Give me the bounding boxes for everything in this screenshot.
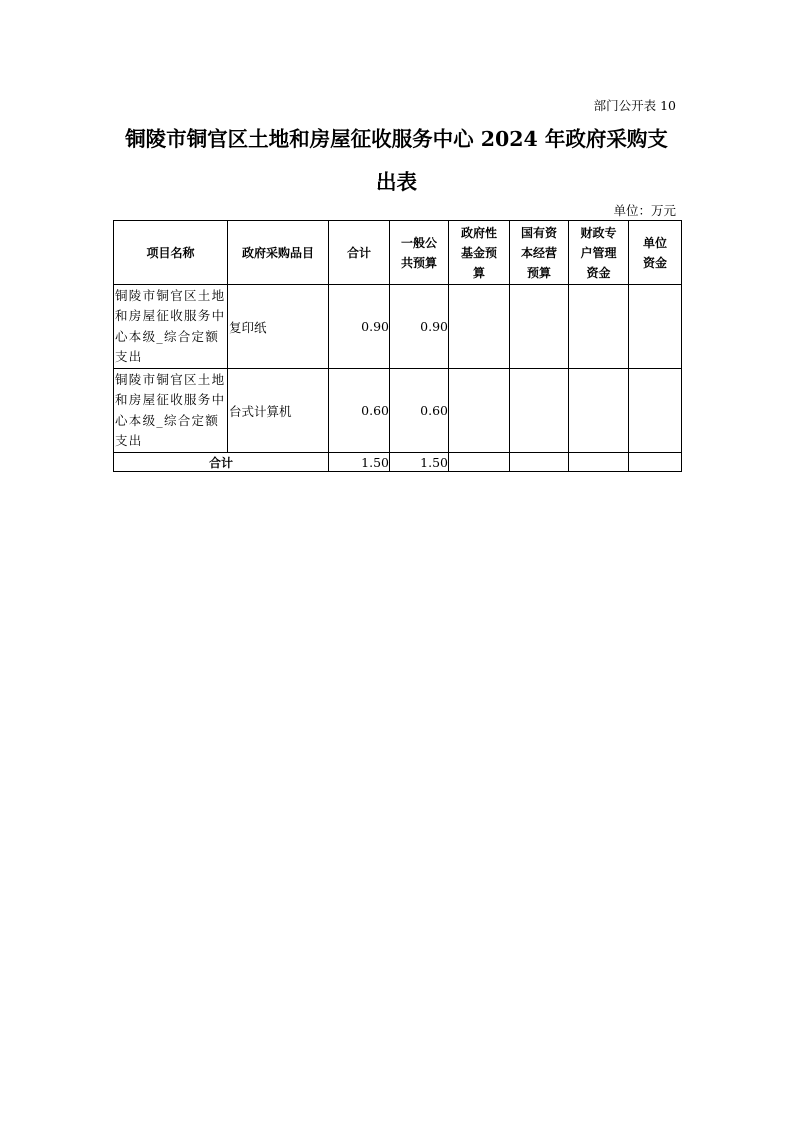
- procurement-table: [113, 220, 682, 472]
- general-budget-cell: 0.90: [390, 285, 449, 369]
- form-number: 部门公开表 10: [593, 98, 676, 113]
- gov-fund-cell: [449, 369, 510, 453]
- totals-general-budget: 1.50: [390, 453, 449, 472]
- header-row: [114, 221, 682, 285]
- header-state-capital: [510, 221, 569, 285]
- totals-total: 1.50: [329, 453, 390, 472]
- gov-fund-cell: [449, 285, 510, 369]
- special-fund-cell: [569, 369, 629, 453]
- header-item: 政府采购品目: [228, 221, 329, 285]
- totals-special-fund: [569, 453, 629, 472]
- header-special-fund-line3: 资金: [586, 265, 611, 280]
- header-special-fund-line2: 户管理: [580, 245, 617, 260]
- header-total: 合计: [329, 221, 390, 285]
- totals-label: 合计: [114, 453, 329, 472]
- header-special-fund-line1: 财政专: [580, 225, 617, 240]
- totals-unit-fund: [629, 453, 682, 472]
- unit-label: 单位：万元: [613, 203, 676, 218]
- project-name-line: 铜陵市铜官区土地: [115, 371, 226, 387]
- page-title-line-2: 出表: [376, 170, 417, 194]
- unit-fund-cell: [629, 285, 682, 369]
- total-cell: 0.90: [329, 285, 390, 369]
- header-gov-fund-line2: 基金预: [460, 245, 497, 260]
- header-state-capital-line3: 预算: [526, 265, 551, 280]
- totals-gov-fund: [449, 453, 510, 472]
- general-budget-cell: 0.60: [390, 369, 449, 453]
- table-row: [114, 285, 682, 369]
- page-title-line-1: 铜陵市铜官区土地和房屋征收服务中心 2024 年政府采购支: [125, 127, 668, 151]
- header-project-name: 项目名称: [114, 221, 228, 285]
- project-name-line: 和房屋征收服务中: [115, 392, 226, 407]
- header-unit-fund: [629, 221, 682, 285]
- project-name-line: 铜陵市铜官区土地: [115, 287, 226, 303]
- header-unit-fund-line2: 资金: [642, 255, 667, 270]
- header-gov-fund: [449, 221, 510, 285]
- totals-row: [114, 453, 682, 472]
- project-name-cell: [114, 285, 228, 369]
- header-special-fund: [569, 221, 629, 285]
- project-name-line: 心本级_综合定额: [115, 412, 220, 428]
- project-name-cell: [114, 369, 228, 453]
- project-name-line: 心本级_综合定额: [115, 328, 220, 344]
- project-name-line: 支出: [115, 433, 143, 448]
- state-capital-cell: [510, 369, 569, 453]
- special-fund-cell: [569, 285, 629, 369]
- header-general-budget-line2: 共预算: [400, 255, 437, 270]
- state-capital-cell: [510, 285, 569, 369]
- table-row: [114, 369, 682, 453]
- item-cell: 复印纸: [228, 285, 329, 369]
- header-unit-fund-line1: 单位: [642, 235, 667, 250]
- header-state-capital-line1: 国有资: [520, 225, 557, 240]
- header-state-capital-line2: 本经营: [520, 245, 557, 260]
- totals-state-capital: [510, 453, 569, 472]
- project-name-line: 和房屋征收服务中: [115, 308, 226, 323]
- header-gov-fund-line1: 政府性: [460, 225, 497, 240]
- project-name-line: 支出: [115, 349, 143, 364]
- item-cell: 台式计算机: [228, 369, 329, 453]
- header-general-budget: [390, 221, 449, 285]
- header-gov-fund-line3: 算: [472, 265, 485, 280]
- unit-fund-cell: [629, 369, 682, 453]
- total-cell: 0.60: [329, 369, 390, 453]
- header-general-budget-line1: 一般公: [400, 235, 437, 250]
